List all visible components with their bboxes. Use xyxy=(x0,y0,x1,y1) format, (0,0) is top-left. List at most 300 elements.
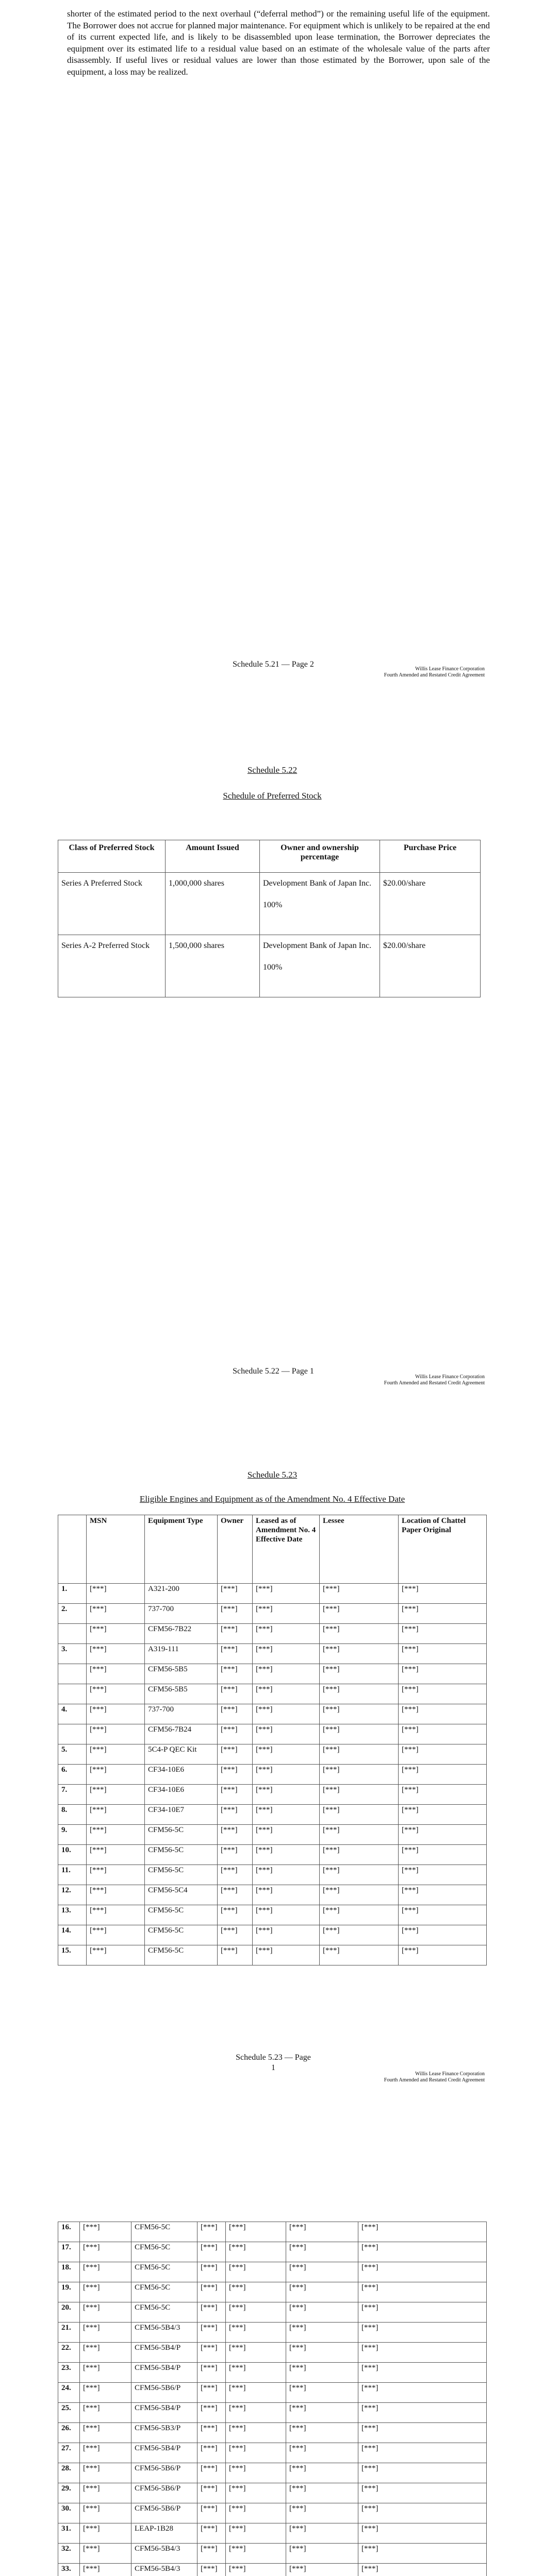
table-row xyxy=(58,1845,487,1865)
lessee-cell: [***] xyxy=(320,1604,399,1624)
owner-cell: [***] xyxy=(197,2523,226,2544)
table-row xyxy=(58,2544,487,2564)
owner-cell xyxy=(260,873,380,935)
msn-cell: [***] xyxy=(87,1684,145,1704)
equipment-type-cell: CFM56-5C xyxy=(145,1825,218,1845)
equipment-type-cell: 737-700 xyxy=(145,1704,218,1724)
table-row xyxy=(58,1724,487,1744)
leased-cell: [***] xyxy=(253,1865,320,1885)
msn-cell: [***] xyxy=(80,2483,131,2503)
leased-cell: [***] xyxy=(226,2302,286,2323)
row-number-cell: 14. xyxy=(58,1925,87,1945)
leased-cell: [***] xyxy=(226,2323,286,2343)
chattel-location-cell: [***] xyxy=(358,2544,487,2564)
msn-cell: [***] xyxy=(87,1785,145,1805)
equipment-type-cell: CFM56-5B6/P xyxy=(131,2483,197,2503)
table-row xyxy=(58,2523,487,2544)
equipment-type-cell: CFM56-5C xyxy=(131,2262,197,2282)
owner-cell: [***] xyxy=(197,2443,226,2463)
owner-cell: [***] xyxy=(218,1825,253,1845)
owner-cell: [***] xyxy=(197,2483,226,2503)
owner-cell: [***] xyxy=(197,2544,226,2564)
owner-cell: [***] xyxy=(218,1684,253,1704)
leased-cell: [***] xyxy=(253,1704,320,1724)
lessee-cell: [***] xyxy=(286,2262,358,2282)
msn-cell: [***] xyxy=(87,1865,145,1885)
msn-cell: [***] xyxy=(80,2383,131,2403)
table-row xyxy=(58,1684,487,1704)
owner-cell: [***] xyxy=(197,2403,226,2423)
leased-cell: [***] xyxy=(226,2463,286,2483)
msn-cell: [***] xyxy=(80,2222,131,2242)
chattel-location-cell: [***] xyxy=(399,1624,487,1644)
table-body xyxy=(58,2222,487,2576)
owner-cell: [***] xyxy=(218,1905,253,1925)
equipment-type-cell: CFM56-7B24 xyxy=(145,1724,218,1744)
column-header: Purchase Price xyxy=(380,840,481,873)
lessee-cell: [***] xyxy=(286,2242,358,2262)
equipment-type-cell: CFM56-5B6/P xyxy=(131,2463,197,2483)
table-row xyxy=(58,2363,487,2383)
equipment-type-cell: CFM56-5B4/3 xyxy=(131,2323,197,2343)
chattel-location-cell: [***] xyxy=(399,1744,487,1765)
leased-cell: [***] xyxy=(253,1604,320,1624)
msn-cell: [***] xyxy=(80,2282,131,2302)
msn-cell: [***] xyxy=(80,2403,131,2423)
column-header: Amount Issued xyxy=(166,840,260,873)
table-row xyxy=(58,2443,487,2463)
row-number-cell: 31. xyxy=(58,2523,80,2544)
table-row xyxy=(58,2242,487,2262)
chattel-location-cell: [***] xyxy=(399,1845,487,1865)
equipment-type-cell: CFM56-5C xyxy=(131,2222,197,2242)
table-row xyxy=(58,2222,487,2242)
leased-cell: [***] xyxy=(226,2262,286,2282)
equipment-type-cell: CFM56-5B4/P xyxy=(131,2343,197,2363)
row-number-cell: 10. xyxy=(58,1845,87,1865)
owner-cell: [***] xyxy=(218,1925,253,1945)
table-row xyxy=(58,2262,487,2282)
row-number-cell: 8. xyxy=(58,1805,87,1825)
chattel-location-cell: [***] xyxy=(358,2363,487,2383)
owner-cell: [***] xyxy=(197,2242,226,2262)
table-row xyxy=(58,1704,487,1724)
row-number-cell xyxy=(58,1624,87,1644)
equipment-type-cell: CFM56-5B5 xyxy=(145,1664,218,1684)
owner-percentage: 100% xyxy=(263,963,283,972)
chattel-location-cell: [***] xyxy=(358,2483,487,2503)
owner-cell: [***] xyxy=(197,2262,226,2282)
chattel-location-cell: [***] xyxy=(358,2222,487,2242)
equipment-type-cell: CFM56-5B6/P xyxy=(131,2383,197,2403)
owner-cell: [***] xyxy=(197,2323,226,2343)
msn-cell: [***] xyxy=(87,1744,145,1765)
owner-cell: [***] xyxy=(218,1785,253,1805)
lessee-cell: [***] xyxy=(286,2323,358,2343)
row-number-cell: 32. xyxy=(58,2544,80,2564)
owner-cell: [***] xyxy=(218,1644,253,1664)
row-number-cell: 3. xyxy=(58,1644,87,1664)
lessee-cell: [***] xyxy=(286,2383,358,2403)
chattel-location-cell: [***] xyxy=(399,1925,487,1945)
lessee-cell: [***] xyxy=(320,1624,399,1644)
table-row xyxy=(58,1664,487,1684)
column-header: Owner and ownership percentage xyxy=(260,840,380,873)
msn-cell: [***] xyxy=(80,2343,131,2363)
owner-cell: [***] xyxy=(218,1584,253,1604)
row-number-cell: 24. xyxy=(58,2383,80,2403)
leased-cell: [***] xyxy=(226,2483,286,2503)
schedule-5-21-paragraph: shorter of the estimated period to the next overhaul (“deferral method”) or the remaining useful life of the equipment. The Borrower does not accrue for planned major maintenance. For equipment which is unlikely to be repaired at the end of its current expected life, and is likely to be disassembled upon lease termination, the Borrower depreciates the equipment over its estimated life to a residual value based on an estimate of the wholesale value of the parts after disassembly. If useful lives or residual values are lower than those estimated by the Borrower, upon sale of the equipment, a loss may be realized. xyxy=(67,9,490,77)
footer-corp-line2: Fourth Amended and Restated Credit Agreement xyxy=(384,2077,485,2083)
owner-name: Development Bank of Japan Inc. xyxy=(263,941,372,950)
table-row xyxy=(58,2302,487,2323)
leased-cell: [***] xyxy=(253,1945,320,1965)
owner-cell: [***] xyxy=(218,1724,253,1744)
msn-cell: [***] xyxy=(87,1905,145,1925)
chattel-location-cell: [***] xyxy=(399,1684,487,1704)
row-number-cell: 6. xyxy=(58,1765,87,1785)
equipment-type-cell: CFM56-5C xyxy=(145,1905,218,1925)
lessee-cell: [***] xyxy=(286,2343,358,2363)
leased-cell: [***] xyxy=(253,1785,320,1805)
leased-cell: [***] xyxy=(226,2282,286,2302)
msn-cell: [***] xyxy=(87,1805,145,1825)
chattel-location-cell: [***] xyxy=(358,2423,487,2443)
table-row xyxy=(58,2282,487,2302)
table-row xyxy=(58,1644,487,1664)
chattel-location-cell: [***] xyxy=(399,1644,487,1664)
row-number-cell: 18. xyxy=(58,2262,80,2282)
chattel-location-cell: [***] xyxy=(399,1945,487,1965)
lessee-cell: [***] xyxy=(320,1925,399,1945)
msn-cell: [***] xyxy=(87,1765,145,1785)
msn-cell: [***] xyxy=(80,2262,131,2282)
leased-cell: [***] xyxy=(253,1584,320,1604)
leased-cell: [***] xyxy=(226,2423,286,2443)
lessee-cell: [***] xyxy=(320,1805,399,1825)
price-cell: $20.00/share xyxy=(380,935,481,997)
equipment-type-cell: 5C4-P QEC Kit xyxy=(145,1744,218,1765)
lessee-cell: [***] xyxy=(286,2403,358,2423)
equipment-type-cell: CFM56-5B4/P xyxy=(131,2403,197,2423)
equipment-type-cell: LEAP-1B28 xyxy=(131,2523,197,2544)
page-footer-title: Schedule 5.21 — Page 2 xyxy=(233,660,314,669)
lessee-cell: [***] xyxy=(286,2282,358,2302)
row-number-cell: 30. xyxy=(58,2503,80,2523)
table-row xyxy=(58,1885,487,1905)
owner-cell: [***] xyxy=(197,2282,226,2302)
row-number-cell: 1. xyxy=(58,1584,87,1604)
table-row xyxy=(58,2423,487,2443)
chattel-location-cell: [***] xyxy=(399,1584,487,1604)
chattel-location-cell: [***] xyxy=(358,2443,487,2463)
msn-cell: [***] xyxy=(80,2242,131,2262)
row-number-cell: 15. xyxy=(58,1945,87,1965)
chattel-location-cell: [***] xyxy=(358,2323,487,2343)
owner-cell: [***] xyxy=(197,2564,226,2576)
leased-cell: [***] xyxy=(226,2523,286,2544)
owner-name: Development Bank of Japan Inc. xyxy=(263,879,372,888)
page-footer-title xyxy=(196,2053,351,2073)
msn-cell: [***] xyxy=(80,2302,131,2323)
row-number-cell: 9. xyxy=(58,1825,87,1845)
leased-cell: [***] xyxy=(253,1744,320,1765)
leased-cell: [***] xyxy=(226,2403,286,2423)
owner-cell: [***] xyxy=(218,1805,253,1825)
schedule-5-22-title: Schedule 5.22 xyxy=(247,765,298,775)
leased-cell: [***] xyxy=(226,2443,286,2463)
lessee-cell: [***] xyxy=(320,1664,399,1684)
lessee-cell: [***] xyxy=(286,2302,358,2323)
table-row xyxy=(58,873,481,935)
chattel-location-cell: [***] xyxy=(399,1765,487,1785)
chattel-location-cell: [***] xyxy=(399,1805,487,1825)
page-footer-label: Schedule 5.23 — Page xyxy=(236,2053,311,2062)
row-number-cell: 33. xyxy=(58,2564,80,2576)
owner-cell: [***] xyxy=(218,1704,253,1724)
row-number-cell: 28. xyxy=(58,2463,80,2483)
table-row xyxy=(58,2503,487,2523)
equipment-type-cell: CFM56-5B4/3 xyxy=(131,2544,197,2564)
chattel-location-cell: [***] xyxy=(399,1885,487,1905)
leased-cell: [***] xyxy=(226,2564,286,2576)
lessee-cell: [***] xyxy=(286,2423,358,2443)
lessee-cell: [***] xyxy=(320,1825,399,1845)
owner-cell: [***] xyxy=(218,1664,253,1684)
lessee-cell: [***] xyxy=(320,1684,399,1704)
preferred-stock-table xyxy=(58,840,481,997)
owner-cell: [***] xyxy=(218,1744,253,1765)
owner-percentage: 100% xyxy=(263,901,283,909)
column-header: Location of Chattel Paper Original xyxy=(399,1515,487,1584)
leased-cell: [***] xyxy=(253,1905,320,1925)
equipment-type-cell: CFM56-5C xyxy=(131,2282,197,2302)
table-row xyxy=(58,1905,487,1925)
msn-cell: [***] xyxy=(87,1945,145,1965)
column-header: Owner xyxy=(218,1515,253,1584)
equipment-type-cell: CFM56-5C xyxy=(131,2302,197,2323)
lessee-cell: [***] xyxy=(286,2503,358,2523)
schedule-5-22-subtitle: Schedule of Preferred Stock xyxy=(223,791,322,801)
table-row xyxy=(58,2323,487,2343)
equipment-type-cell: CF34-10E6 xyxy=(145,1785,218,1805)
chattel-location-cell: [***] xyxy=(399,1704,487,1724)
row-number-cell xyxy=(58,1664,87,1684)
chattel-location-cell: [***] xyxy=(399,1664,487,1684)
owner-cell: [***] xyxy=(218,1604,253,1624)
equipment-type-cell: CFM56-5B4/P xyxy=(131,2363,197,2383)
equipment-type-cell: CFM56-5B4/P xyxy=(131,2443,197,2463)
table-row xyxy=(58,1765,487,1785)
row-number-cell: 11. xyxy=(58,1865,87,1885)
chattel-location-cell: [***] xyxy=(399,1724,487,1744)
msn-cell: [***] xyxy=(80,2564,131,2576)
table-row xyxy=(58,1865,487,1885)
lessee-cell: [***] xyxy=(320,1584,399,1604)
msn-cell: [***] xyxy=(87,1925,145,1945)
row-number-cell: 4. xyxy=(58,1704,87,1724)
leased-cell: [***] xyxy=(226,2242,286,2262)
lessee-cell: [***] xyxy=(320,1724,399,1744)
lessee-cell: [***] xyxy=(320,1905,399,1925)
lessee-cell: [***] xyxy=(320,1865,399,1885)
equipment-type-cell: CFM56-5C xyxy=(131,2242,197,2262)
leased-cell: [***] xyxy=(253,1805,320,1825)
table-row xyxy=(58,1805,487,1825)
msn-cell: [***] xyxy=(80,2544,131,2564)
msn-cell: [***] xyxy=(87,1885,145,1905)
column-header: Equipment Type xyxy=(145,1515,218,1584)
owner-cell xyxy=(260,935,380,997)
msn-cell: [***] xyxy=(87,1644,145,1664)
lessee-cell: [***] xyxy=(320,1644,399,1664)
row-number-cell: 5. xyxy=(58,1744,87,1765)
lessee-cell: [***] xyxy=(286,2564,358,2576)
class-cell: Series A-2 Preferred Stock xyxy=(58,935,166,997)
leased-cell: [***] xyxy=(253,1765,320,1785)
row-number-cell: 27. xyxy=(58,2443,80,2463)
leased-cell: [***] xyxy=(226,2343,286,2363)
equipment-type-cell: A319-111 xyxy=(145,1644,218,1664)
column-header: Leased as of Amendment No. 4 Effective Date xyxy=(253,1515,320,1584)
lessee-cell: [***] xyxy=(286,2222,358,2242)
chattel-location-cell: [***] xyxy=(399,1865,487,1885)
lessee-cell: [***] xyxy=(286,2443,358,2463)
equipment-type-cell: CFM56-7B22 xyxy=(145,1624,218,1644)
msn-cell: [***] xyxy=(87,1825,145,1845)
footer-corp xyxy=(330,1374,485,1386)
table-row xyxy=(58,1785,487,1805)
page-footer-title: Schedule 5.22 — Page 1 xyxy=(233,1367,314,1376)
lessee-cell: [***] xyxy=(320,1785,399,1805)
chattel-location-cell: [***] xyxy=(358,2403,487,2423)
owner-cell: [***] xyxy=(218,1845,253,1865)
owner-cell: [***] xyxy=(218,1945,253,1965)
leased-cell: [***] xyxy=(226,2363,286,2383)
msn-cell: [***] xyxy=(87,1604,145,1624)
footer-corp-line1: Willis Lease Finance Corporation xyxy=(415,666,485,672)
chattel-location-cell: [***] xyxy=(358,2262,487,2282)
eligible-equipment-table xyxy=(58,1515,487,1965)
chattel-location-cell: [***] xyxy=(358,2282,487,2302)
leased-cell: [***] xyxy=(226,2383,286,2403)
owner-cell: [***] xyxy=(218,1624,253,1644)
row-number-cell: 16. xyxy=(58,2222,80,2242)
price-cell: $20.00/share xyxy=(380,873,481,935)
lessee-cell: [***] xyxy=(286,2523,358,2544)
footer-corp xyxy=(330,666,485,679)
equipment-type-cell: CF34-10E7 xyxy=(145,1805,218,1825)
column-header: Lessee xyxy=(320,1515,399,1584)
leased-cell: [***] xyxy=(253,1825,320,1845)
table-row xyxy=(58,1604,487,1624)
row-number-cell: 12. xyxy=(58,1885,87,1905)
schedule-5-23-subtitle: Eligible Engines and Equipment as of the Amendment No. 4 Effective Date xyxy=(139,1494,405,1504)
row-number-cell: 19. xyxy=(58,2282,80,2302)
leased-cell: [***] xyxy=(253,1724,320,1744)
leased-cell: [***] xyxy=(226,2544,286,2564)
lessee-cell: [***] xyxy=(286,2483,358,2503)
chattel-location-cell: [***] xyxy=(358,2343,487,2363)
table-row xyxy=(58,2343,487,2363)
owner-cell: [***] xyxy=(218,1865,253,1885)
owner-cell: [***] xyxy=(197,2463,226,2483)
msn-cell: [***] xyxy=(80,2363,131,2383)
msn-cell: [***] xyxy=(80,2423,131,2443)
equipment-type-cell: A321-200 xyxy=(145,1584,218,1604)
row-number-cell: 22. xyxy=(58,2343,80,2363)
eligible-equipment-table-continued xyxy=(58,2222,487,2576)
row-number-cell: 29. xyxy=(58,2483,80,2503)
table-row xyxy=(58,1584,487,1604)
chattel-location-cell: [***] xyxy=(358,2523,487,2544)
lessee-cell: [***] xyxy=(320,1945,399,1965)
leased-cell: [***] xyxy=(226,2222,286,2242)
table-row xyxy=(58,935,481,997)
equipment-type-cell: CFM56-5B5 xyxy=(145,1684,218,1704)
equipment-type-cell: CFM56-5C xyxy=(145,1945,218,1965)
lessee-cell: [***] xyxy=(286,2544,358,2564)
row-number-cell: 23. xyxy=(58,2363,80,2383)
msn-cell: [***] xyxy=(87,1845,145,1865)
equipment-type-cell: CF34-10E6 xyxy=(145,1765,218,1785)
column-header xyxy=(58,1515,87,1584)
row-number-cell: 13. xyxy=(58,1905,87,1925)
table-row xyxy=(58,2564,487,2576)
table-header-row xyxy=(58,840,481,873)
table-row xyxy=(58,2383,487,2403)
footer-corp-line1: Willis Lease Finance Corporation xyxy=(415,2071,485,2077)
lessee-cell: [***] xyxy=(286,2463,358,2483)
msn-cell: [***] xyxy=(80,2323,131,2343)
table-row xyxy=(58,1624,487,1644)
owner-cell: [***] xyxy=(197,2383,226,2403)
lessee-cell: [***] xyxy=(286,2363,358,2383)
leased-cell: [***] xyxy=(253,1644,320,1664)
row-number-cell: 25. xyxy=(58,2403,80,2423)
msn-cell: [***] xyxy=(87,1624,145,1644)
row-number-cell xyxy=(58,1724,87,1744)
equipment-type-cell: CFM56-5C xyxy=(145,1865,218,1885)
footer-corp-line2: Fourth Amended and Restated Credit Agreement xyxy=(384,1380,485,1386)
column-header: MSN xyxy=(87,1515,145,1584)
footer-corp xyxy=(330,2071,485,2083)
equipment-type-cell: CFM56-5B6/P xyxy=(131,2503,197,2523)
table-row xyxy=(58,1945,487,1965)
lessee-cell: [***] xyxy=(320,1885,399,1905)
chattel-location-cell: [***] xyxy=(358,2564,487,2576)
row-number-cell xyxy=(58,1684,87,1704)
page-number: 1 xyxy=(271,2063,275,2072)
table-row xyxy=(58,1925,487,1945)
column-header: Class of Preferred Stock xyxy=(58,840,166,873)
chattel-location-cell: [***] xyxy=(358,2242,487,2262)
msn-cell: [***] xyxy=(80,2503,131,2523)
table-row xyxy=(58,2403,487,2423)
owner-cell: [***] xyxy=(218,1765,253,1785)
chattel-location-cell: [***] xyxy=(358,2503,487,2523)
equipment-type-cell: CFM56-5B4/3 xyxy=(131,2564,197,2576)
row-number-cell: 2. xyxy=(58,1604,87,1624)
leased-cell: [***] xyxy=(253,1624,320,1644)
footer-corp-line1: Willis Lease Finance Corporation xyxy=(415,1374,485,1380)
msn-cell: [***] xyxy=(80,2523,131,2544)
equipment-type-cell: 737-700 xyxy=(145,1604,218,1624)
owner-cell: [***] xyxy=(197,2503,226,2523)
leased-cell: [***] xyxy=(253,1684,320,1704)
leased-cell: [***] xyxy=(253,1845,320,1865)
